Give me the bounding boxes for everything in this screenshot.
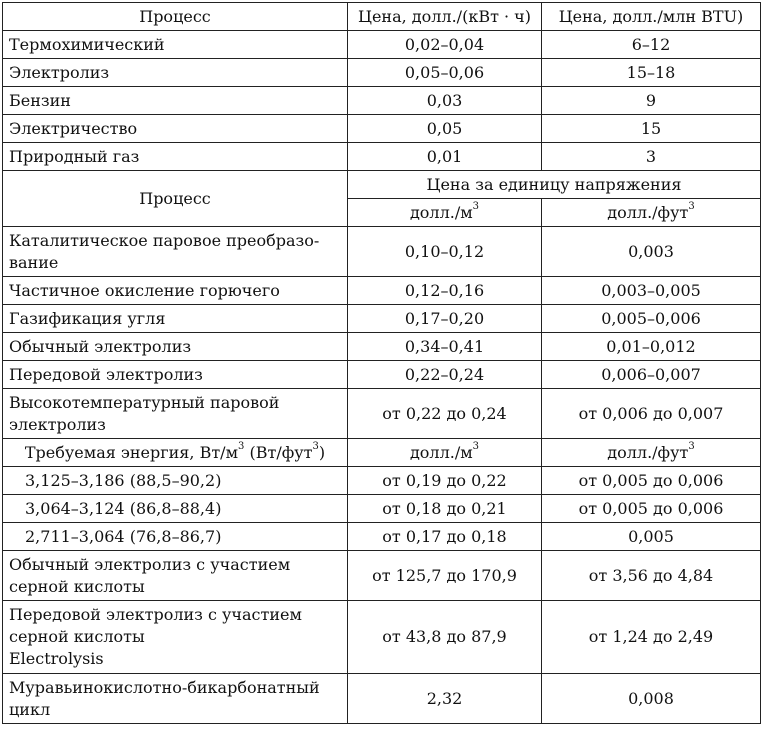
- price-btu-header: Цена, долл./млн BTU): [542, 3, 761, 31]
- table-row: [3, 674, 761, 724]
- process-cell: Частичное окисление горючего: [3, 277, 348, 305]
- table-row: [3, 361, 761, 389]
- process-cell: Каталитическое паровое преобразо- вание: [3, 227, 348, 277]
- price-ft3-cell: от 0,005 до 0,006: [542, 467, 761, 495]
- price-m3-cell: от 0,17 до 0,18: [348, 523, 542, 551]
- table-row: [3, 31, 761, 59]
- price-m3-cell: 0,17–0,20: [348, 305, 542, 333]
- price-m3-cell: от 0,19 до 0,22: [348, 467, 542, 495]
- unit-m3-header: $долл./м^3$: [348, 199, 542, 227]
- process-cell: Муравьинокислотно-бикарбонатный цикл: [3, 674, 348, 724]
- price-m3-cell: от 0,18 до 0,21: [348, 495, 542, 523]
- process-cell: Высокотемпературный паровой электролиз: [3, 389, 348, 439]
- process-cell: Природный газ: [3, 143, 348, 171]
- table-row: [3, 305, 761, 333]
- process-cell: Газификация угля: [3, 305, 348, 333]
- price-btu-cell: 15–18: [542, 59, 761, 87]
- hydrogen-cost-table: [2, 2, 761, 724]
- unit-m3-header: $долл./м^3$: [348, 439, 542, 467]
- table-row: [3, 551, 761, 601]
- process-cell: Бензин: [3, 87, 348, 115]
- price-kwh-cell: 0,05: [348, 115, 542, 143]
- price-btu-cell: 3: [542, 143, 761, 171]
- price-kwh-cell: 0,05–0,06: [348, 59, 542, 87]
- price-ft3-cell: 0,006–0,007: [542, 361, 761, 389]
- process-cell: Электричество: [3, 115, 348, 143]
- unit-ft3-header: долл./фут$^3$: [542, 199, 761, 227]
- price-kwh-header: Цена, долл./(кВт · ч): [348, 3, 542, 31]
- price-kwh-cell: 0,01: [348, 143, 542, 171]
- process-cell: Термохимический: [3, 31, 348, 59]
- table-row: [3, 333, 761, 361]
- process-cell: Электролиз: [3, 59, 348, 87]
- process-cell: Передовой электролиз с участием серной кислоты Electrolysis: [3, 601, 348, 674]
- header-row: [3, 3, 761, 31]
- price-btu-cell: 6–12: [542, 31, 761, 59]
- energy-cell: 3,064–3,124 (86,8–88,4): [3, 495, 348, 523]
- process-header: Процесс: [3, 3, 348, 31]
- price-m3-cell: от 43,8 до 87,9: [348, 601, 542, 674]
- price-btu-cell: 15: [542, 115, 761, 143]
- energy-header: Требуемая энергия, $Вт/м^3$ (Вт/фут$^3$): [3, 439, 348, 467]
- table-row: [3, 227, 761, 277]
- price-kwh-cell: 0,03: [348, 87, 542, 115]
- table-row: [3, 59, 761, 87]
- price-m3-cell: 0,12–0,16: [348, 277, 542, 305]
- energy-cell: 3,125–3,186 (88,5–90,2): [3, 467, 348, 495]
- price-ft3-cell: от 3,56 до 4,84: [542, 551, 761, 601]
- section2-header-row: [3, 171, 761, 199]
- table-row: [3, 601, 761, 674]
- table-row: [3, 467, 761, 495]
- price-ft3-cell: от 0,006 до 0,007: [542, 389, 761, 439]
- price-ft3-cell: 0,008: [542, 674, 761, 724]
- process-cell: Обычный электролиз с участием серной кислоты: [3, 551, 348, 601]
- table-row: [3, 495, 761, 523]
- energy-cell: 2,711–3,064 (76,8–86,7): [3, 523, 348, 551]
- table-row: [3, 115, 761, 143]
- table-row: [3, 143, 761, 171]
- price-ft3-cell: 0,003–0,005: [542, 277, 761, 305]
- price-ft3-cell: от 1,24 до 2,49: [542, 601, 761, 674]
- price-ft3-cell: 0,003: [542, 227, 761, 277]
- energy-header-row: [3, 439, 761, 467]
- table-row: [3, 277, 761, 305]
- unit-ft3-header: долл./фут$^3$: [542, 439, 761, 467]
- price-ft3-cell: 0,005–0,006: [542, 305, 761, 333]
- price-m3-cell: 0,10–0,12: [348, 227, 542, 277]
- price-ft3-cell: 0,005: [542, 523, 761, 551]
- price-ft3-cell: 0,01–0,012: [542, 333, 761, 361]
- price-kwh-cell: 0,02–0,04: [348, 31, 542, 59]
- price-ft3-cell: от 0,005 до 0,006: [542, 495, 761, 523]
- table-row: [3, 523, 761, 551]
- process-cell: Передовой электролиз: [3, 361, 348, 389]
- price-btu-cell: 9: [542, 87, 761, 115]
- unit-price-group-header: Цена за единицу напряжения: [348, 171, 761, 199]
- price-m3-cell: 0,34–0,41: [348, 333, 542, 361]
- price-m3-cell: от 125,7 до 170,9: [348, 551, 542, 601]
- price-m3-cell: от 0,22 до 0,24: [348, 389, 542, 439]
- price-m3-cell: 2,32: [348, 674, 542, 724]
- table-row: [3, 389, 761, 439]
- process-cell: Обычный электролиз: [3, 333, 348, 361]
- table-row: [3, 87, 761, 115]
- price-m3-cell: 0,22–0,24: [348, 361, 542, 389]
- process-header-2: Процесс: [3, 171, 348, 227]
